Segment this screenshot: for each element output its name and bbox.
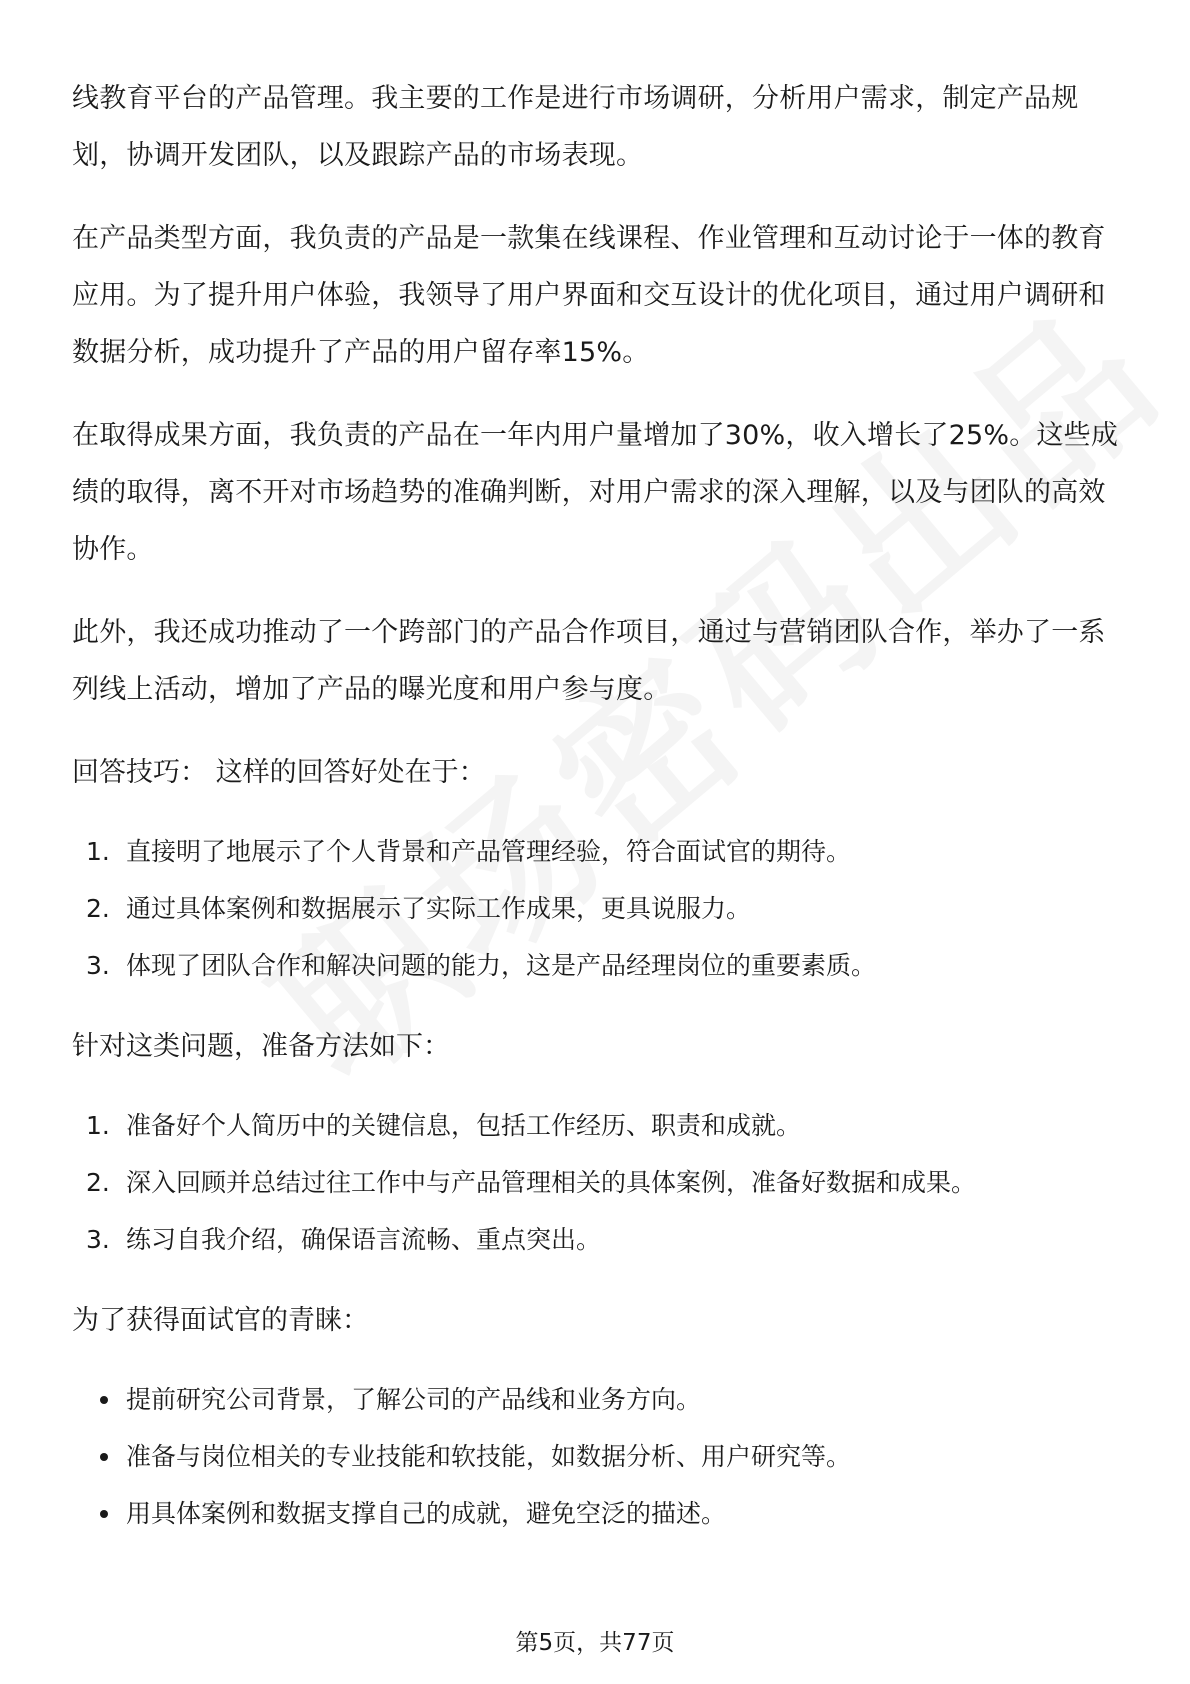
prep-heading: 针对这类问题，准备方法如下： <box>72 1031 450 1062</box>
list-item: 用具体案例和数据支撑自己的成就，避免空泛的描述。 <box>72 1485 1120 1542</box>
document-body <box>72 70 1120 1566</box>
paragraph-1: 线教育平台的产品管理。我主要的工作是进行市场调研，分析用户需求，制定产品规划，协调开发团队，以及跟踪产品的市场表现。 <box>72 83 1079 171</box>
paragraph-2: 在产品类型方面，我负责的产品是一款集在线课程、作业管理和互动讨论于一体的教育应用。为了提升用户体验，我领导了用户界面和交互设计的优化项目，通过用户调研和数据分析，成功提升了产品的用户留存率15%。 <box>72 223 1106 368</box>
prep-list <box>72 1097 1120 1268</box>
bullet-icon <box>100 1396 108 1404</box>
list-item: 准备与岗位相关的专业技能和软技能，如数据分析、用户研究等。 <box>72 1428 1120 1485</box>
favor-heading: 为了获得面试官的青睐： <box>72 1305 369 1336</box>
list-item: 2. 深入回顾并总结过往工作中与产品管理相关的具体案例，准备好数据和成果。 <box>86 1168 977 1197</box>
paragraph-4: 此外，我还成功推动了一个跨部门的产品合作项目，通过与营销团队合作，举办了一系列线上活动，增加了产品的曝光度和用户参与度。 <box>72 617 1106 705</box>
tips-list <box>72 823 1120 994</box>
list-item: 提前研究公司背景，了解公司的产品线和业务方向。 <box>72 1371 1120 1428</box>
list-item: 1. 直接明了地展示了个人背景和产品管理经验，符合面试官的期待。 <box>86 837 852 866</box>
favor-list <box>72 1371 1120 1542</box>
paragraph-3: 在取得成果方面，我负责的产品在一年内用户量增加了30%，收入增长了25%。这些成绩的取得，离不开对市场趋势的准确判断，对用户需求的深入理解，以及与团队的高效协作。 <box>72 420 1119 565</box>
bullet-icon <box>100 1510 108 1518</box>
list-item: 3. 练习自我介绍，确保语言流畅、重点突出。 <box>86 1225 602 1254</box>
page-number: 第5页，共77页 <box>515 1630 675 1656</box>
list-item: 2. 通过具体案例和数据展示了实际工作成果，更具说服力。 <box>86 894 752 923</box>
bullet-icon <box>100 1453 108 1461</box>
list-item: 3. 体现了团队合作和解决问题的能力，这是产品经理岗位的重要素质。 <box>86 951 877 980</box>
tips-heading: 回答技巧： 这样的回答好处在于： <box>72 757 486 788</box>
list-item: 1. 准备好个人简历中的关键信息，包括工作经历、职责和成就。 <box>86 1111 802 1140</box>
